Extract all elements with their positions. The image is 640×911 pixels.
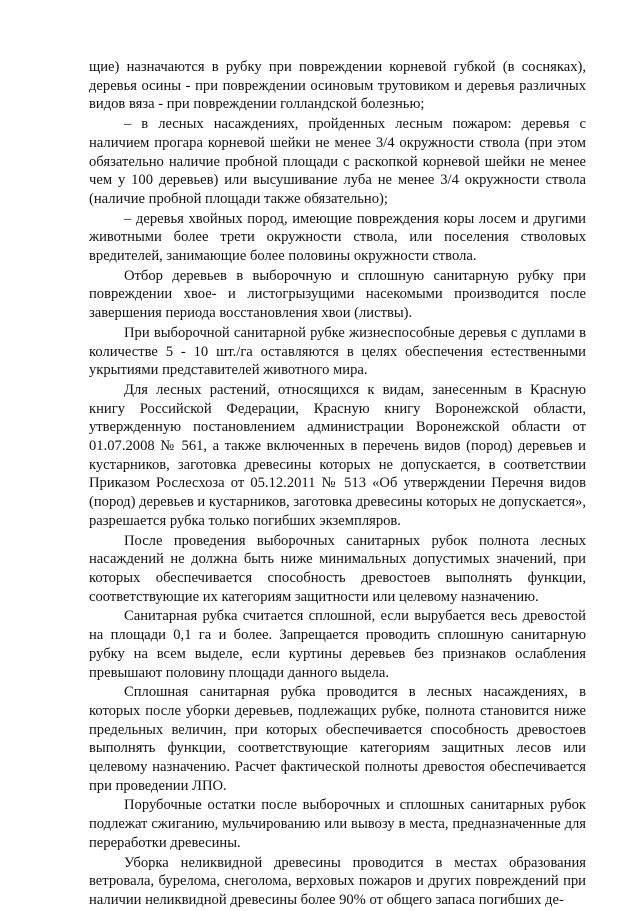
paragraph-clear-cutting-definition: Санитарная рубка считается сплошной, если вырубается весь древостой на площади 0,1 га и более. Запрещается проводить сплошную санитарную рубку на всем выделе, если куртины деревьев без признаков ослабления превышают половину площади данного выдела.: [89, 608, 586, 681]
paragraph-hollow-trees: При выборочной санитарной рубке жизнеспособные деревья с дуплами в количестве 5 - 10 шт./га оставляются в целях обеспечения естественными укрытиями представителей животного мира.: [89, 324, 586, 379]
paragraph-stand-density: После проведения выборочных санитарных рубок полнота лесных насаждений не должна быть ниже минимальных допустимых значений, при которых обеспечивается способность древостоев выполнять функции, соответствующие их категориям защитности или целевому назначению.: [89, 532, 586, 605]
paragraph-clear-cutting-conditions: Сплошная санитарная рубка проводится в лесных насаждениях, в которых после уборки деревьев, подлежащих рубке, полнота становится ниже предельных величин, при которых обеспечивается способность древостоев выполнять функции, соответствующие категориям защитных лесов или целевому назначению. Расчет фактической полноты древостоя обеспечивается при проведении ЛПО.: [89, 684, 586, 794]
paragraph-fire-damage: – в лесных насаждениях, пройденных лесным пожаром: деревья с наличием прогара корневой шейки не менее 3/4 окружности ствола (при этом обязательно наличие пробной площади с раскопкой корневой шейки не менее чем у 100 деревьев) или высушивание луба не менее 3/4 окружности ствола (наличие пробной площади также обязательно);: [89, 116, 586, 207]
paragraph-red-book: Для лесных растений, относящихся к видам, занесенным в Красную книгу Российской Федерации, Красную книгу Воронежской области, утвержденную постановлением администрации Воронежской области от 01.07.2008 № 561, а также включенных в перечень видов (пород) деревьев и кустарников, заготовка древесины которых не допускается, в соответствии Приказом Рослесхоза от 05.12.2011 № 513 «Об утверждении Перечня видов (пород) деревьев и кустарников, заготовка древесины которых не допускается», разрешается рубка только погибших экземпляров.: [89, 381, 586, 529]
document-body: [89, 58, 586, 911]
paragraph-insect-selection: Отбор деревьев в выборочную и сплошную санитарную рубку при повреждении хвое- и листогрызущими насекомыми производится после завершения периода восстановления хвои (листвы).: [89, 267, 586, 322]
paragraph-logging-residues: Порубочные остатки после выборочных и сплошных санитарных рубок подлежат сжиганию, мульчированию или вывозу в места, предназначенные для переработки древесины.: [89, 797, 586, 851]
paragraph-illiquid-wood: Уборка неликвидной древесины проводится в местах образования ветровала, бурелома, снеголома, верховых пожаров и других повреждений при наличии неликвидной древесины более 90% от общего запаса погибших де-: [89, 854, 586, 908]
paragraph-continuation: щие) назначаются в рубку при повреждении корневой губкой (в сосняках), деревья осины - при повреждении осиновым трутовиком и деревья различных видов вяза - при повреждении голландской болезнью;: [89, 59, 586, 113]
paragraph-conifer-damage: – деревья хвойных пород, имеющие повреждения коры лосем и другими животными более трети окружности ствола, или поселения стволовых вредителей, занимающие более половины окружности ствола.: [89, 210, 586, 265]
